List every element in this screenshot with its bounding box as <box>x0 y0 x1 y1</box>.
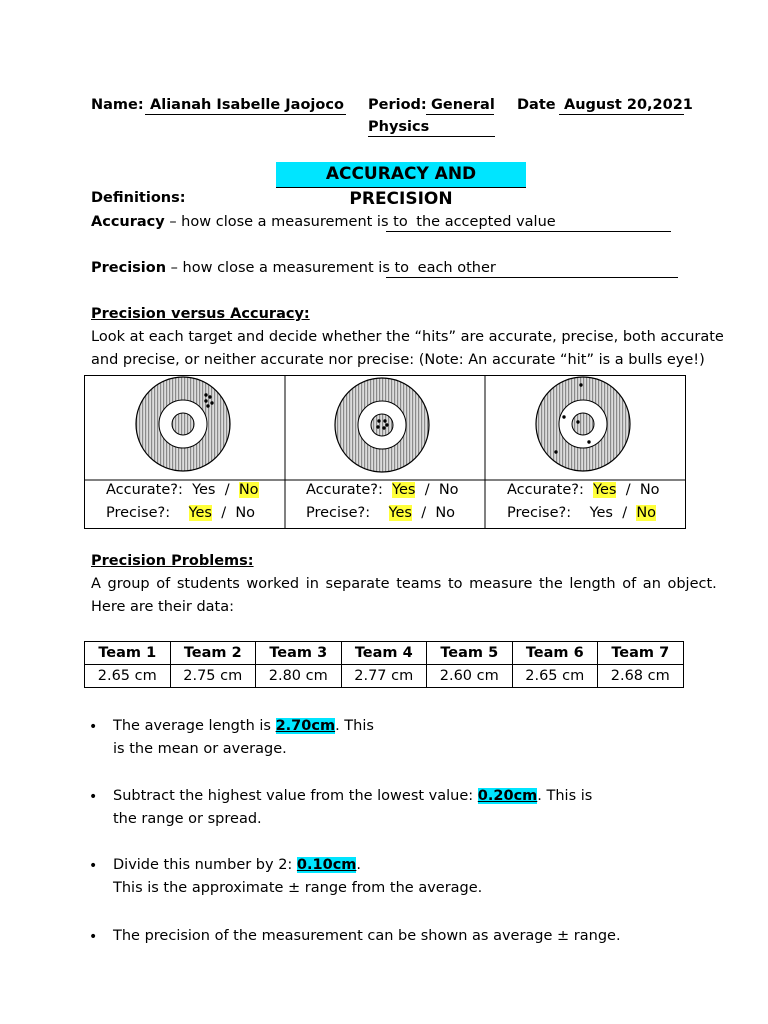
bullet-2-prefix: Subtract the highest value from the lowest value: <box>113 788 478 804</box>
target-table <box>84 375 686 529</box>
precision-answer: each other <box>417 260 496 276</box>
target-2-bullseye <box>371 414 393 436</box>
target-3-hit <box>576 420 579 423</box>
accuracy-underline <box>386 231 671 232</box>
table-header-cell: Team 3 <box>256 642 342 665</box>
table-cell: 2.65 cm <box>85 665 171 688</box>
precision-term: Precision <box>91 260 167 276</box>
table-header-cell: Team 7 <box>598 642 684 665</box>
target-3-hit <box>562 415 565 418</box>
bullet-2-answer: 0.20cm <box>477 788 538 804</box>
table-header-cell: Team 6 <box>512 642 598 665</box>
precision-text: – how close a measurement is to <box>166 260 414 276</box>
bullet-icon: • <box>89 858 98 874</box>
target-2-hit <box>376 425 379 428</box>
table-cell: 2.77 cm <box>341 665 427 688</box>
target-2-accurate-no[interactable]: No <box>438 482 459 498</box>
target-2-precise-sep: / <box>421 505 427 521</box>
bullet-2-line-1 <box>113 788 592 804</box>
bullet-3-line-1 <box>113 857 361 873</box>
instructions-line-2: and precise, or neither accurate nor precise: (Note: An accurate “hit” is a bulls eye!) <box>91 352 705 368</box>
target-1-precise-sep: / <box>221 505 227 521</box>
table-header-cell: Team 2 <box>170 642 256 665</box>
date-value: August 20,2021 <box>564 97 693 113</box>
target-1-hit <box>204 399 207 402</box>
bullet-1-line-1 <box>113 718 374 734</box>
name-value: Alianah Isabelle Jaojoco <box>150 97 344 113</box>
accuracy-definition <box>91 214 556 230</box>
target-1-bullseye <box>172 413 194 435</box>
target-1-accurate-row <box>106 482 259 498</box>
bullet-4-text: The precision of the measurement can be shown as average ± range. <box>113 928 621 944</box>
bullet-2-suffix: . This is <box>537 788 593 804</box>
target-3-accurate-label: Accurate?: <box>507 482 584 498</box>
target-2-accurate-yes[interactable]: Yes <box>392 482 416 498</box>
target-3-hit <box>587 440 590 443</box>
accuracy-answer: the accepted value <box>416 214 556 230</box>
target-1-hit <box>208 395 211 398</box>
target-3-precise-label: Precise?: <box>507 505 572 521</box>
bullet-3-prefix: Divide this number by 2: <box>113 857 297 873</box>
target-1-accurate-label: Accurate?: <box>106 482 183 498</box>
target-3-accurate-row <box>507 482 660 498</box>
table-header-cell: Team 5 <box>427 642 513 665</box>
team-data-table <box>84 641 684 688</box>
target-2-accurate-sep: / <box>424 482 430 498</box>
definitions-heading: Definitions: <box>91 190 186 206</box>
target-1-hit <box>206 404 209 407</box>
target-1-hit <box>210 401 213 404</box>
target-2-accurate-label: Accurate?: <box>306 482 383 498</box>
period-underline-1 <box>426 114 494 115</box>
bullet-icon: • <box>89 719 98 735</box>
target-2 <box>335 378 429 472</box>
target-3-hit <box>579 383 582 386</box>
target-3-accurate-no[interactable]: No <box>639 482 660 498</box>
bullet-icon: • <box>89 929 98 945</box>
bullet-1-line-2: is the mean or average. <box>113 741 287 757</box>
target-1-precise-label: Precise?: <box>106 505 171 521</box>
target-2-hit <box>385 423 388 426</box>
target-2-hit <box>383 419 386 422</box>
target-2-precise-row <box>306 505 455 521</box>
date-underline <box>559 114 684 115</box>
target-3-precise-row <box>507 505 656 521</box>
table-cell: 2.68 cm <box>598 665 684 688</box>
target-3 <box>536 377 630 471</box>
accuracy-text: – how close a measurement is to <box>164 214 413 230</box>
target-3-accurate-yes[interactable]: Yes <box>593 482 617 498</box>
instructions-line-1: Look at each target and decide whether the “hits” are accurate, precise, both accurate <box>91 329 724 345</box>
target-3-bullseye <box>572 413 594 435</box>
target-2-accurate-row <box>306 482 459 498</box>
name-label: Name: <box>91 97 144 113</box>
target-3-hit <box>554 450 557 453</box>
precision-definition <box>91 260 496 276</box>
accuracy-term: Accuracy <box>91 214 165 230</box>
target-2-hit <box>377 419 380 422</box>
table-header-row <box>85 642 684 665</box>
date-label: Date <box>517 97 556 113</box>
target-1-hit <box>204 393 207 396</box>
period-label: Period: <box>368 97 427 113</box>
bullet-3-answer: 0.10cm <box>296 857 357 873</box>
target-1-precise-yes[interactable]: Yes <box>188 505 212 521</box>
table-header-cell: Team 4 <box>341 642 427 665</box>
target-1-accurate-sep: / <box>224 482 230 498</box>
target-1-accurate-no[interactable]: No <box>238 482 259 498</box>
intro-line-1: A group of students worked in separate teams to measure the length of an object. <box>91 576 717 592</box>
target-1 <box>136 377 230 471</box>
table-header-cell: Team 1 <box>85 642 171 665</box>
bullet-1-suffix: . This <box>335 718 374 734</box>
bullet-2-line-2: the range or spread. <box>113 811 262 827</box>
intro-line-2: Here are their data: <box>91 599 234 615</box>
target-1-precise-no[interactable]: No <box>235 505 256 521</box>
target-2-precise-label: Precise?: <box>306 505 371 521</box>
page-title: ACCURACY AND PRECISION <box>276 162 526 188</box>
target-3-precise-no[interactable]: No <box>636 505 657 521</box>
target-2-precise-no[interactable]: No <box>435 505 456 521</box>
table-cell: 2.75 cm <box>170 665 256 688</box>
target-1-accurate-yes[interactable]: Yes <box>192 482 216 498</box>
target-3-accurate-sep: / <box>625 482 631 498</box>
bullet-3-line-2: This is the approximate ± range from the average. <box>113 880 483 896</box>
bullet-icon: • <box>89 789 98 805</box>
table-cell: 2.60 cm <box>427 665 513 688</box>
table-row <box>85 665 684 688</box>
table-cell: 2.80 cm <box>256 665 342 688</box>
bullet-1-answer: 2.70cm <box>275 718 336 734</box>
target-3-precise-sep: / <box>622 505 628 521</box>
period-value-1: General <box>431 97 495 113</box>
target-3-precise-yes[interactable]: Yes <box>589 505 613 521</box>
target-2-precise-yes[interactable]: Yes <box>388 505 412 521</box>
table-cell: 2.65 cm <box>512 665 598 688</box>
target-2-hit <box>382 426 385 429</box>
name-underline <box>145 114 346 115</box>
bullet-1-prefix: The average length is <box>113 718 276 734</box>
precision-underline <box>386 277 678 278</box>
section-heading-precision-problems: Precision Problems: <box>91 553 254 569</box>
period-value-2: Physics <box>368 119 430 135</box>
target-1-precise-row <box>106 505 255 521</box>
section-heading-precision-vs-accuracy: Precision versus Accuracy: <box>91 306 310 322</box>
period-underline-2 <box>368 136 495 137</box>
bullet-3-suffix: . <box>356 857 362 873</box>
